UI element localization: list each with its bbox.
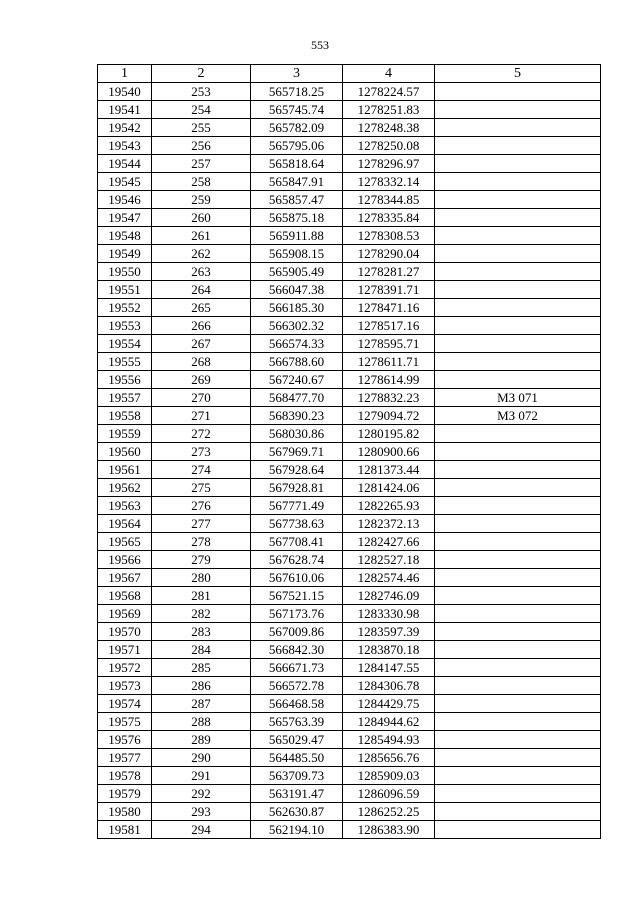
table-row: [98, 137, 601, 155]
table-row: [98, 551, 601, 569]
table-row: [98, 677, 601, 695]
table-row: [98, 155, 601, 173]
table-cell-col-4: 1286383.90: [343, 821, 435, 839]
table-cell-col-3: 565857.47: [251, 191, 343, 209]
table-cell-col-5: [435, 623, 601, 641]
table-cell-col-1: 19556: [98, 371, 152, 389]
table-cell-col-3: 567928.81: [251, 479, 343, 497]
table-cell-col-2: 284: [152, 641, 251, 659]
table-cell-col-3: 567969.71: [251, 443, 343, 461]
table-cell-col-2: 262: [152, 245, 251, 263]
table-row: [98, 281, 601, 299]
table-cell-col-5: [435, 281, 601, 299]
table-row: [98, 803, 601, 821]
table-cell-col-5: [435, 263, 601, 281]
table-cell-col-5: [435, 443, 601, 461]
table-cell-col-2: 269: [152, 371, 251, 389]
table-cell-col-1: 19545: [98, 173, 152, 191]
table-cell-col-3: 565718.25: [251, 83, 343, 101]
coordinates-table: [97, 64, 601, 839]
table-row: [98, 371, 601, 389]
table-cell-col-1: 19553: [98, 317, 152, 335]
table-row: [98, 605, 601, 623]
table-row: [98, 785, 601, 803]
table-cell-col-4: 1280900.66: [343, 443, 435, 461]
column-header-4: 4: [343, 65, 435, 83]
table-row: [98, 533, 601, 551]
table-cell-col-5: [435, 83, 601, 101]
table-row: [98, 479, 601, 497]
table-cell-col-2: 259: [152, 191, 251, 209]
table-row: [98, 101, 601, 119]
table-cell-col-1: 19559: [98, 425, 152, 443]
table-cell-col-5: [435, 191, 601, 209]
table-cell-col-1: 19567: [98, 569, 152, 587]
table-cell-col-3: 568477.70: [251, 389, 343, 407]
table-cell-col-4: 1278281.27: [343, 263, 435, 281]
table-row: [98, 641, 601, 659]
table-header-row: [98, 65, 601, 83]
table-cell-col-1: 19554: [98, 335, 152, 353]
table-row: [98, 461, 601, 479]
table-cell-col-3: 565782.09: [251, 119, 343, 137]
table-row: [98, 767, 601, 785]
column-header-5: 5: [435, 65, 601, 83]
table-cell-col-3: 567009.86: [251, 623, 343, 641]
table-cell-col-1: 19579: [98, 785, 152, 803]
table-cell-col-3: 565795.06: [251, 137, 343, 155]
table-cell-col-2: 287: [152, 695, 251, 713]
table-row: [98, 749, 601, 767]
table-cell-col-1: 19566: [98, 551, 152, 569]
table-cell-col-2: 264: [152, 281, 251, 299]
table-cell-col-4: 1285909.03: [343, 767, 435, 785]
table-cell-col-4: 1278308.53: [343, 227, 435, 245]
table-cell-col-1: 19578: [98, 767, 152, 785]
table-cell-col-5: [435, 119, 601, 137]
table-cell-col-5: [435, 173, 601, 191]
table-cell-col-4: 1283870.18: [343, 641, 435, 659]
table-body: [98, 83, 601, 839]
table-row: [98, 353, 601, 371]
table-cell-col-3: 567521.15: [251, 587, 343, 605]
table-cell-col-1: 19549: [98, 245, 152, 263]
table-cell-col-1: 19565: [98, 533, 152, 551]
table-cell-col-4: 1282427.66: [343, 533, 435, 551]
table-cell-col-4: 1278332.14: [343, 173, 435, 191]
table-cell-col-3: 565875.18: [251, 209, 343, 227]
table-cell-col-4: 1283597.39: [343, 623, 435, 641]
table-cell-col-5: [435, 551, 601, 569]
table-cell-col-5: [435, 245, 601, 263]
table-cell-col-5: [435, 713, 601, 731]
table-cell-col-3: 566468.58: [251, 695, 343, 713]
table-row: [98, 119, 601, 137]
table-cell-col-5: [435, 785, 601, 803]
table-cell-col-4: 1284429.75: [343, 695, 435, 713]
table-cell-col-4: 1284944.62: [343, 713, 435, 731]
table-cell-col-5: [435, 695, 601, 713]
table-cell-col-4: 1286252.25: [343, 803, 435, 821]
table-cell-col-4: 1278611.71: [343, 353, 435, 371]
table-row: [98, 299, 601, 317]
table-cell-col-2: 268: [152, 353, 251, 371]
table-cell-col-4: 1284306.78: [343, 677, 435, 695]
table-row: [98, 425, 601, 443]
table-cell-col-1: 19564: [98, 515, 152, 533]
table-cell-col-1: 19580: [98, 803, 152, 821]
table-row: [98, 515, 601, 533]
table-cell-col-3: 565745.74: [251, 101, 343, 119]
table-cell-col-5: [435, 731, 601, 749]
table-cell-col-4: 1281424.06: [343, 479, 435, 497]
table-cell-col-3: 566788.60: [251, 353, 343, 371]
table-cell-col-2: 255: [152, 119, 251, 137]
table-cell-col-3: 566185.30: [251, 299, 343, 317]
table-cell-col-2: 258: [152, 173, 251, 191]
table-cell-col-1: 19571: [98, 641, 152, 659]
table-cell-col-2: 280: [152, 569, 251, 587]
table-row: [98, 389, 601, 407]
table-cell-col-1: 19560: [98, 443, 152, 461]
table-cell-col-4: 1278344.85: [343, 191, 435, 209]
table-row: [98, 245, 601, 263]
table-cell-col-2: 273: [152, 443, 251, 461]
table-cell-col-2: 270: [152, 389, 251, 407]
table-cell-col-2: 285: [152, 659, 251, 677]
table-cell-col-2: 261: [152, 227, 251, 245]
table-cell-col-4: 1281373.44: [343, 461, 435, 479]
table-cell-col-1: 19576: [98, 731, 152, 749]
table-cell-col-3: 562194.10: [251, 821, 343, 839]
table-cell-col-1: 19544: [98, 155, 152, 173]
table-cell-col-3: 565911.88: [251, 227, 343, 245]
page-number: 553: [311, 38, 329, 52]
table-cell-col-5: [435, 821, 601, 839]
table-row: [98, 173, 601, 191]
table-cell-col-1: 19577: [98, 749, 152, 767]
table-cell-col-3: 563709.73: [251, 767, 343, 785]
table-cell-col-1: 19543: [98, 137, 152, 155]
table-cell-col-3: 567708.41: [251, 533, 343, 551]
table-cell-col-3: 568030.86: [251, 425, 343, 443]
table-cell-col-4: 1278335.84: [343, 209, 435, 227]
column-header-1: 1: [98, 65, 152, 83]
table-cell-col-5: [435, 137, 601, 155]
table-cell-col-5: [435, 101, 601, 119]
table-cell-col-5: [435, 461, 601, 479]
table-cell-col-5: МЗ 071: [435, 389, 601, 407]
table-cell-col-3: 566047.38: [251, 281, 343, 299]
table-cell-col-2: 260: [152, 209, 251, 227]
table-cell-col-5: [435, 677, 601, 695]
table-cell-col-4: 1278832.23: [343, 389, 435, 407]
table-row: [98, 731, 601, 749]
table-cell-col-1: 19574: [98, 695, 152, 713]
table-cell-col-3: 566302.32: [251, 317, 343, 335]
column-header-3: 3: [251, 65, 343, 83]
table-row: [98, 335, 601, 353]
table-cell-col-2: 275: [152, 479, 251, 497]
table-cell-col-4: 1278250.08: [343, 137, 435, 155]
table-cell-col-5: [435, 209, 601, 227]
table-row: [98, 587, 601, 605]
table-cell-col-5: [435, 569, 601, 587]
table-cell-col-1: 19541: [98, 101, 152, 119]
table-cell-col-4: 1278517.16: [343, 317, 435, 335]
table-cell-col-5: [435, 641, 601, 659]
table-cell-col-3: 567628.74: [251, 551, 343, 569]
table-row: [98, 209, 601, 227]
table-cell-col-2: 271: [152, 407, 251, 425]
table-cell-col-2: 282: [152, 605, 251, 623]
table-cell-col-5: [435, 155, 601, 173]
table-cell-col-3: 566842.30: [251, 641, 343, 659]
table-cell-col-1: 19548: [98, 227, 152, 245]
table-cell-col-4: 1280195.82: [343, 425, 435, 443]
table-cell-col-2: 277: [152, 515, 251, 533]
table-cell-col-5: [435, 299, 601, 317]
table-cell-col-4: 1282372.13: [343, 515, 435, 533]
table-cell-col-4: 1278391.71: [343, 281, 435, 299]
table-cell-col-4: 1285656.76: [343, 749, 435, 767]
table-cell-col-1: 19575: [98, 713, 152, 731]
table-cell-col-5: МЗ 072: [435, 407, 601, 425]
table-cell-col-1: 19569: [98, 605, 152, 623]
table-row: [98, 227, 601, 245]
table-cell-col-3: 567610.06: [251, 569, 343, 587]
table-cell-col-2: 266: [152, 317, 251, 335]
table-cell-col-2: 291: [152, 767, 251, 785]
table-cell-col-1: 19546: [98, 191, 152, 209]
table-cell-col-3: 565847.91: [251, 173, 343, 191]
table-cell-col-2: 265: [152, 299, 251, 317]
table-row: [98, 263, 601, 281]
table-cell-col-2: 267: [152, 335, 251, 353]
table-cell-col-1: 19562: [98, 479, 152, 497]
table-cell-col-2: 290: [152, 749, 251, 767]
table-cell-col-5: [435, 749, 601, 767]
table-row: [98, 569, 601, 587]
table-cell-col-3: 565818.64: [251, 155, 343, 173]
table-cell-col-4: 1284147.55: [343, 659, 435, 677]
table-row: [98, 821, 601, 839]
table-row: [98, 659, 601, 677]
table-cell-col-5: [435, 497, 601, 515]
table-cell-col-5: [435, 371, 601, 389]
table-cell-col-2: 263: [152, 263, 251, 281]
table-cell-col-3: 567771.49: [251, 497, 343, 515]
table-cell-col-3: 565905.49: [251, 263, 343, 281]
table-cell-col-3: 565029.47: [251, 731, 343, 749]
table-cell-col-1: 19561: [98, 461, 152, 479]
table-cell-col-5: [435, 587, 601, 605]
table-cell-col-3: 568390.23: [251, 407, 343, 425]
table-cell-col-4: 1278248.38: [343, 119, 435, 137]
table-cell-col-1: 19547: [98, 209, 152, 227]
table-cell-col-3: 567173.76: [251, 605, 343, 623]
table-cell-col-5: [435, 335, 601, 353]
table-cell-col-2: 294: [152, 821, 251, 839]
table-cell-col-3: 567240.67: [251, 371, 343, 389]
table-row: [98, 317, 601, 335]
table-cell-col-1: 19557: [98, 389, 152, 407]
table-cell-col-2: 257: [152, 155, 251, 173]
table-cell-col-4: 1278251.83: [343, 101, 435, 119]
table-cell-col-1: 19572: [98, 659, 152, 677]
table-cell-col-4: 1279094.72: [343, 407, 435, 425]
table-cell-col-4: 1285494.93: [343, 731, 435, 749]
table-cell-col-5: [435, 479, 601, 497]
table-cell-col-2: 281: [152, 587, 251, 605]
table-cell-col-3: 566671.73: [251, 659, 343, 677]
table-cell-col-1: 19551: [98, 281, 152, 299]
table-cell-col-5: [435, 425, 601, 443]
table-cell-col-3: 565763.39: [251, 713, 343, 731]
table-cell-col-4: 1278471.16: [343, 299, 435, 317]
table-row: [98, 713, 601, 731]
table-cell-col-1: 19563: [98, 497, 152, 515]
table-cell-col-5: [435, 803, 601, 821]
table-cell-col-3: 565908.15: [251, 245, 343, 263]
table-row: [98, 83, 601, 101]
table-cell-col-4: 1286096.59: [343, 785, 435, 803]
table-cell-col-1: 19555: [98, 353, 152, 371]
table-cell-col-1: 19552: [98, 299, 152, 317]
table-cell-col-3: 567928.64: [251, 461, 343, 479]
table-cell-col-4: 1278614.99: [343, 371, 435, 389]
table-cell-col-4: 1278296.97: [343, 155, 435, 173]
table-cell-col-1: 19540: [98, 83, 152, 101]
table-cell-col-1: 19570: [98, 623, 152, 641]
table-row: [98, 497, 601, 515]
table-cell-col-2: 253: [152, 83, 251, 101]
table-row: [98, 623, 601, 641]
table-cell-col-1: 19581: [98, 821, 152, 839]
table-cell-col-4: 1282527.18: [343, 551, 435, 569]
table-cell-col-5: [435, 659, 601, 677]
table-cell-col-2: 283: [152, 623, 251, 641]
table-cell-col-2: 276: [152, 497, 251, 515]
table-row: [98, 191, 601, 209]
table-cell-col-5: [435, 227, 601, 245]
table-cell-col-3: 562630.87: [251, 803, 343, 821]
table-cell-col-4: 1283330.98: [343, 605, 435, 623]
table-row: [98, 695, 601, 713]
table-cell-col-5: [435, 605, 601, 623]
table-cell-col-2: 293: [152, 803, 251, 821]
column-header-2: 2: [152, 65, 251, 83]
table-row: [98, 443, 601, 461]
table-cell-col-5: [435, 317, 601, 335]
table-cell-col-4: 1278595.71: [343, 335, 435, 353]
table-cell-col-4: 1282265.93: [343, 497, 435, 515]
table-cell-col-4: 1282574.46: [343, 569, 435, 587]
table-cell-col-2: 279: [152, 551, 251, 569]
table-cell-col-2: 286: [152, 677, 251, 695]
table-cell-col-5: [435, 533, 601, 551]
table-cell-col-2: 292: [152, 785, 251, 803]
table-cell-col-3: 566572.78: [251, 677, 343, 695]
table-cell-col-4: 1278224.57: [343, 83, 435, 101]
table-cell-col-3: 564485.50: [251, 749, 343, 767]
table-cell-col-5: [435, 767, 601, 785]
table-cell-col-5: [435, 515, 601, 533]
table-row: [98, 407, 601, 425]
table-cell-col-2: 289: [152, 731, 251, 749]
table-cell-col-1: 19573: [98, 677, 152, 695]
table-cell-col-2: 256: [152, 137, 251, 155]
table-cell-col-2: 278: [152, 533, 251, 551]
table-cell-col-2: 274: [152, 461, 251, 479]
table-cell-col-4: 1278290.04: [343, 245, 435, 263]
table-cell-col-1: 19568: [98, 587, 152, 605]
table-cell-col-1: 19542: [98, 119, 152, 137]
table-cell-col-3: 563191.47: [251, 785, 343, 803]
table-cell-col-1: 19550: [98, 263, 152, 281]
table-cell-col-2: 272: [152, 425, 251, 443]
table-cell-col-5: [435, 353, 601, 371]
table-cell-col-2: 288: [152, 713, 251, 731]
table-cell-col-3: 566574.33: [251, 335, 343, 353]
table-cell-col-3: 567738.63: [251, 515, 343, 533]
table-cell-col-4: 1282746.09: [343, 587, 435, 605]
table-cell-col-2: 254: [152, 101, 251, 119]
table-cell-col-1: 19558: [98, 407, 152, 425]
